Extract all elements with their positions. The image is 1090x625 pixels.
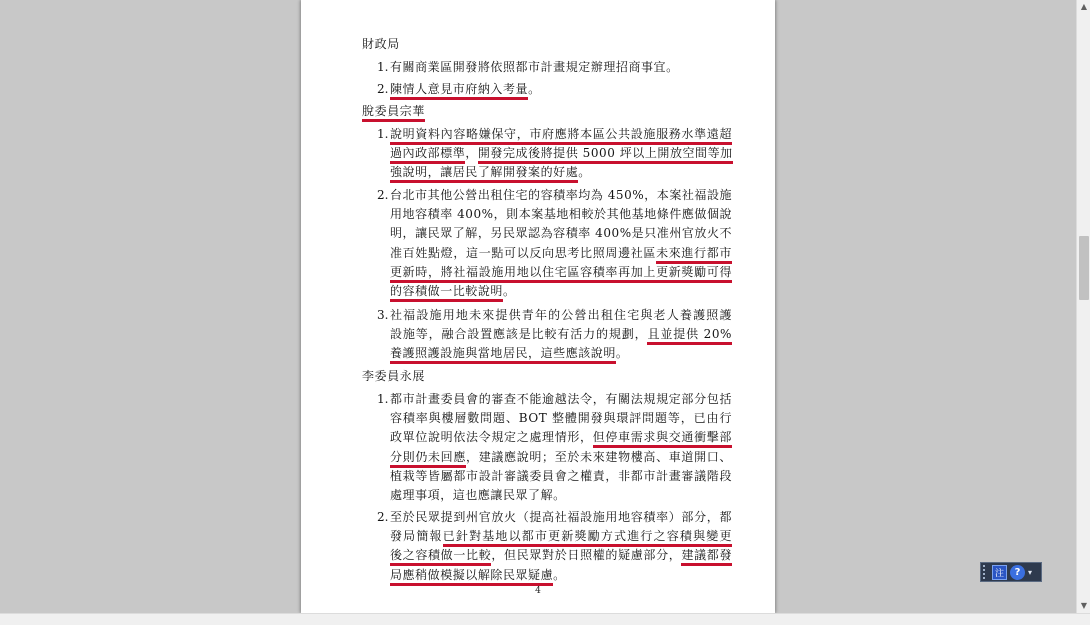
scrollbar-thumb[interactable]	[1079, 236, 1089, 300]
red-underline: 陳情人意見市府納入考量	[390, 82, 528, 100]
item-number: 1.	[377, 392, 389, 406]
document-page: 財政局 1. 有關商業區開發將依照都市計畫規定辦理招商事宜。 2. 陳情人意見市府納入考量。 脫委員宗華 1. 說明資料內容略嫌保守，市府應將本區公共設施服務水準遠超 過內政部標準，開發完成後將提供 5000 坪以上開放空間等加 強說明，讓居民了解開發案的好處。 2. 台北市其他公營出租住宅的容積率均為 450%，本案社福設施 用地容積率 400%，則本案基地相較於其他基地條件應做個說 明，讓民眾了解，另民眾認為容積率 400%是只准州官放火不 准百姓點燈，這一點可以反向思考比照周邊社區未來進行都市 更新時，將社福設施用地以住宅區容積率再加上更新獎勵可得 的容積做一比較說明。 3. 社福設施用地未來提供青年的公營出租住宅與老人養護照護 設施等，融合設置應該是比較有活力的規劃，且並提供 20% 養護照護設施與當地居民，這些應該說明。 李委員永展 1. 都市計畫委員會的審查不能逾越法令，有關法規規定部分包括 容積率與樓層數問題、BOT 整體開發與環評問題等，已由行 政單位說明依法令規定之處理情形，但停車需求與交通衝擊部 分則仍未回應，建議應說明；至於未來建物樓高、車道開口、 植栽等皆屬都市設計審議委員會之權責，非都市計畫審議階段 處理事項，這也應讓民眾了解。 2. 至於民眾提到州官放火（提高社福設施用地容積率）部分，都 發局簡報已針對基地以都市更新獎勵方式進行之容積與變更 後之容積做一比較，但民眾對於日照權的疑慮部分，建議都發 局應稍做模擬以解除民眾疑慮。 4	[301, 0, 775, 613]
horizontal-scrollbar[interactable]	[0, 613, 1090, 625]
item-body: 都市計畫委員會的審查不能逾越法令，有關法規規定部分包括 容積率與樓層數問題、BOT 整體開發與環評問題等，已由行 政單位說明依法令規定之處理情形，但停車需求與交通衝擊部 分則仍未回應，建議應說明；至於未來建物樓高、車道開口、 植栽等皆屬都市設計審議委員會之權責，非都市計畫審議階段 處理事項，這也應讓民眾了解。	[390, 390, 732, 505]
text-line: 社福設施用地未來提供青年的公營出租住宅與老人養護照護	[390, 308, 732, 322]
red-underline: 建議都發	[681, 548, 732, 566]
scroll-down-arrow-icon[interactable]: ▼	[1080, 601, 1088, 610]
text-line: 台北市其他公營出租住宅的容積率均為 450%，本案社福設施	[390, 188, 733, 202]
scroll-up-arrow-icon[interactable]: ▲	[1080, 2, 1088, 11]
section-heading-finance: 財政局	[362, 37, 400, 51]
text-line: 處理事項，這也應讓民眾了解。	[390, 487, 566, 502]
ime-mode-button[interactable]: 注	[992, 565, 1007, 580]
red-underline: 過內政部標準	[390, 146, 465, 164]
menu-chevron-icon[interactable]: ▾	[1028, 567, 1033, 577]
red-underline: 局應稍做模擬以解除民眾疑慮	[390, 568, 553, 586]
red-underline: 脫委員宗華	[362, 104, 425, 122]
red-underline: 但停車需求與交通衝擊部	[593, 430, 732, 448]
section-heading-li: 李委員永展	[362, 369, 426, 383]
item-body: 社福設施用地未來提供青年的公營出租住宅與老人養護照護 設施等，融合設置應該是比較有活力的規劃，且並提供 20% 養護照護設施與當地居民，這些應該說明。	[390, 306, 732, 364]
red-underline: 養護照護設施與當地居民，這些應該說明	[390, 346, 616, 364]
item-body: 台北市其他公營出租住宅的容積率均為 450%，本案社福設施 用地容積率 400%，則本案基地相較於其他基地條件應做個說 明，讓民眾了解，另民眾認為容積率 400%是只准州官放火不 准百姓點燈，這一點可以反向思考比照周邊社區未來進行都市 更新時，將社福設施用地以住宅區容積率再加上更新獎勵可得 的容積做一比較說明。	[390, 186, 732, 301]
text-line: 用地容積率 400%，則本案基地相較於其他基地條件應做個說	[390, 207, 733, 222]
help-icon[interactable]: ?	[1010, 565, 1025, 580]
item-body: 至於民眾提到州官放火（提高社福設施用地容積率）部分，都 發局簡報已針對基地以都市更新獎勵方式進行之容積與變更 後之容積做一比較，但民眾對於日照權的疑慮部分，建議都發 局應稍做模擬以解除民眾疑慮。	[390, 508, 732, 585]
text-line: 明，讓民眾了解，另民眾認為容積率 400%是只准州官放火不	[390, 226, 733, 241]
red-underline: 強說明，讓居民了解開發案的好處	[390, 165, 578, 183]
item-number: 1.	[377, 127, 389, 141]
red-underline: 更新時，將社福設施用地以住宅區容積率再加上更新獎勵可得	[390, 265, 732, 283]
text-line: 有關商業區開發將依照都市計畫規定辦理招商事宜。	[390, 60, 679, 74]
item-number: 1.	[377, 60, 389, 74]
red-underline: 已針對基地以都市更新獎勵方式進行之容積與變更	[443, 529, 732, 547]
red-underline: 後之容積做一比較	[390, 548, 491, 566]
red-underline: 的容積做一比較說明	[390, 284, 503, 302]
ime-toolbar[interactable]	[980, 562, 1042, 582]
page-number: 4	[535, 586, 541, 596]
red-underline: 分則仍未回應	[390, 450, 466, 468]
red-underline: 說明資料內容略嫌保守，市府應將本區公共設施服務水準遠超	[390, 127, 732, 145]
text-line: 植栽等皆屬都市設計審議委員會之權責，非都市計畫審議階段	[390, 468, 732, 483]
text-line: 至於民眾提到州官放火（提高社福設施用地容積率）部分，都	[390, 510, 732, 524]
vertical-scrollbar[interactable]	[1076, 0, 1090, 613]
item-body: 說明資料內容略嫌保守，市府應將本區公共設施服務水準遠超 過內政部標準，開發完成後將提供 5000 坪以上開放空間等加 強說明，讓居民了解開發案的好處。	[390, 125, 732, 183]
item-number: 2.	[377, 510, 389, 524]
section-heading-tuo	[362, 102, 425, 121]
drag-handle-icon[interactable]	[983, 565, 989, 579]
item-number: 2.	[377, 82, 389, 96]
item-number: 3.	[377, 308, 389, 322]
red-underline: 未來進行都市	[656, 246, 732, 264]
red-underline: 開發完成後將提供 5000 坪以上開放空間等加	[478, 146, 733, 164]
text-line: 都市計畫委員會的審查不能逾越法令，有關法規規定部分包括	[390, 392, 732, 406]
red-underline: 且並提供 20%	[647, 327, 732, 345]
item-number: 2.	[377, 188, 389, 202]
text-line: 容積率與樓層數問題、BOT 整體開發與環評問題等，已由行	[390, 411, 732, 426]
